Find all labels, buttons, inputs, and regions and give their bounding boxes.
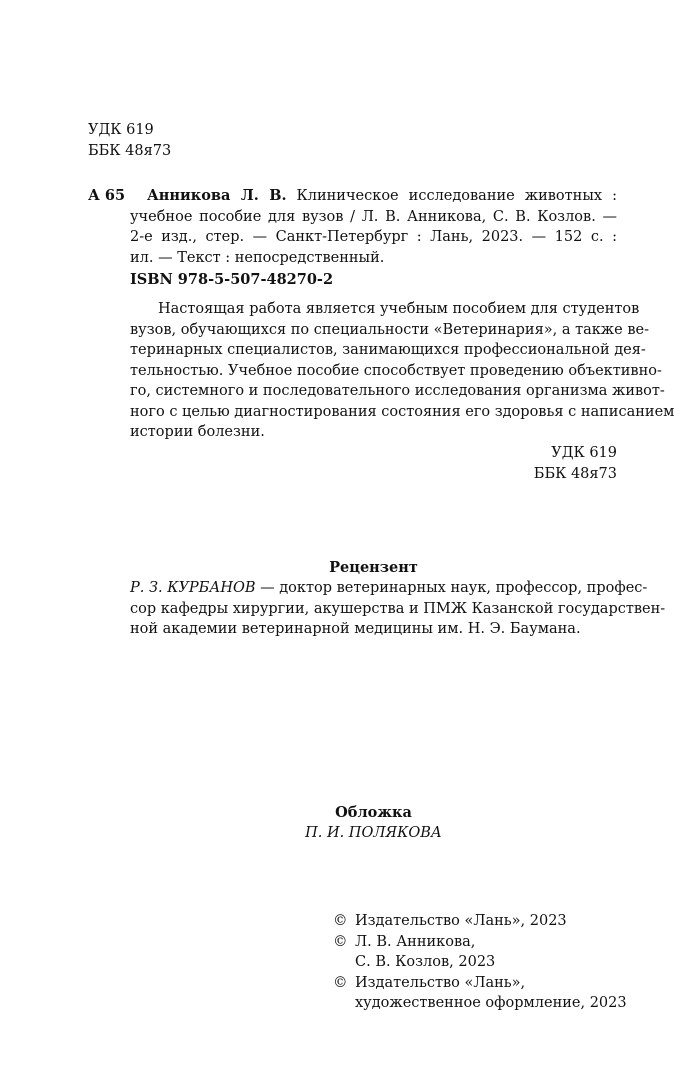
copyright-icon: © (333, 974, 348, 991)
bbk-code: ББК 48я73 (88, 142, 172, 159)
bibliographic-record (130, 186, 617, 268)
biblio-line-2: учебное пособие для вузов / Л. В. Анникова, С. В. Козлов. — (130, 208, 617, 225)
cover-heading: Обложка (335, 804, 412, 821)
copyright-entry (333, 973, 627, 1014)
reviewer-name: Р. З. КУРБАНОВ (130, 580, 256, 596)
copyright-text: Издательство «Лань», 2023 (355, 913, 567, 929)
reviewer-line-1 (130, 578, 648, 599)
udk-code: УДК 619 (88, 122, 154, 138)
cover-designer: П. И. ПОЛЯКОВА (305, 825, 442, 841)
copyright-icon: © (333, 933, 348, 950)
abstract-line: го, системного и последовательного исследования организма живот- (130, 383, 665, 399)
bbk-code: ББК 48я73 (533, 465, 617, 482)
copyright-block (333, 911, 627, 1014)
isbn: ISBN 978-5-507-48270-2 (130, 271, 334, 288)
copyright-text: художественное оформление, 2023 (355, 995, 627, 1011)
abstract-line: Настоящая работа является учебным пособием для студентов (158, 301, 640, 317)
copyright-text: Издательство «Лань», (355, 974, 526, 991)
copyright-text: С. В. Козлов, 2023 (355, 954, 496, 970)
copyright-entry (333, 911, 623, 932)
abstract-line: истории болезни. (130, 424, 265, 440)
udk-code: УДК 619 (551, 445, 617, 461)
abstract (130, 299, 675, 443)
classification-top (88, 120, 171, 161)
classification-bottom (470, 443, 617, 484)
reviewer-info (130, 578, 666, 640)
reviewer-line-3: ной академии ветеринарной медицины им. Н. Э. Баумана. (130, 621, 581, 637)
copyright-text: Л. В. Анникова, (355, 933, 476, 950)
copyright-entry (333, 932, 623, 973)
abstract-line: теринарных специалистов, занимающихся профессиональной дея- (130, 342, 646, 358)
reviewer-line-2: сор кафедры хирургии, акушерства и ПМЖ Казанской государствен- (130, 600, 666, 617)
biblio-line-3: 2-е изд., стер. — Санкт-Петербург : Лань, 2023. — 152 с. : (130, 229, 617, 245)
copyright-icon: © (333, 913, 348, 929)
abstract-line: ного с целью диагностирования состояния его здоровья с написанием (130, 403, 675, 420)
biblio-author: Анникова Л. В. (147, 187, 287, 204)
biblio-line-4: ил. — Текст : непосредственный. (130, 249, 385, 266)
author-sign: А 65 (88, 187, 126, 204)
abstract-line: вузов, обучающихся по специальности «Ветеринария», а также ве- (130, 321, 649, 338)
reviewer-desc: — доктор ветеринарных наук, профессор, профес- (260, 580, 648, 596)
reviewer-heading: Рецензент (329, 559, 418, 576)
abstract-line: тельностью. Учебное пособие способствует проведению объективно- (130, 362, 662, 379)
biblio-line-1 (130, 186, 617, 207)
biblio-title: Клиническое исследование животных : (296, 188, 617, 204)
